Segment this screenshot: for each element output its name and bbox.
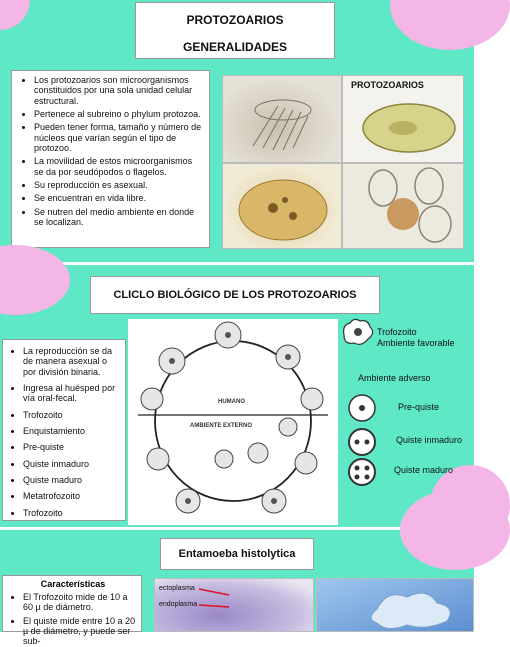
decor-blob	[0, 0, 30, 30]
stage-label-quiste-maduro: Quiste maduro	[394, 465, 454, 475]
stage-label-ambiente-favorable: Ambiente favorable	[377, 338, 455, 348]
decor-blob	[400, 490, 510, 570]
bullet-box	[2, 339, 126, 521]
bullet-item: • Se nutren del medio ambiente en donde se localizan.	[34, 207, 203, 228]
slide-entamoeba	[0, 530, 474, 647]
stage-label-pre-quiste: Pre-quiste	[398, 402, 440, 412]
slide-generalidades	[0, 0, 474, 262]
bullet-item: • La reproducción se da de manera asexual o por división binaria.	[23, 346, 121, 377]
cell-illustration	[223, 76, 341, 162]
stage-label-ambiente-adverso: Ambiente adverso	[358, 373, 431, 383]
page-subtitle: GENERALIDADES	[182, 40, 287, 54]
bullet-item: • Pre-quiste	[23, 442, 121, 452]
bullet-item: • El Trofozoito mide de 10 a 60 µ de diámetro.	[23, 592, 137, 613]
bullet-item: • Su reproducción es asexual.	[34, 180, 203, 190]
bullet-item: • Trofozoito	[23, 508, 121, 518]
amoeba-illustration	[317, 579, 473, 631]
cycle-illustration	[128, 319, 338, 525]
image-label: PROTOZOARIOS	[351, 80, 424, 90]
page-title: Entamoeba histolytica	[178, 548, 296, 560]
entamoeba-photo-2	[316, 578, 474, 632]
bullet-item: • Quiste maduro	[23, 475, 121, 485]
bullet-item: • Pertenece al subreino o phylum protozoa.	[34, 109, 203, 119]
bullet-item: • Se encuentran en vida libre.	[34, 193, 203, 203]
bullet-item: • Metatrofozoito	[23, 491, 121, 501]
bullet-item: • La movilidad de estos microorganismos se da por seudópodos o flagelos.	[34, 156, 203, 177]
bullet-box	[11, 70, 210, 248]
protozoa-photo-2	[342, 75, 464, 163]
diagram-label-humano: HUMANO	[218, 399, 245, 405]
bullet-item: • Pueden tener forma, tamaño y número de núcleos que varían según el tipo de protozoo.	[34, 122, 203, 153]
arrow-icon	[199, 581, 259, 611]
cell-illustration	[343, 164, 463, 248]
title-box	[135, 2, 335, 59]
photo-label-ectoplasma: ectoplasma	[159, 585, 195, 592]
title-box	[160, 538, 314, 570]
entamoeba-photo-1	[154, 578, 314, 632]
bullet-item: • Ingresa al huésped por vía oral-fecal.	[23, 383, 121, 404]
stage-label-quiste-inmaduro: Quiste inmaduro	[396, 435, 463, 445]
bullet-item: • Los protozoarios son microorganismos constituidos por una sola unidad celular estructural.	[34, 75, 203, 106]
protozoa-photo-4	[342, 163, 464, 249]
protozoa-photo-3	[222, 163, 342, 249]
stage-label-trofozoito: Trofozoito	[377, 327, 417, 337]
diagram-label-ambiente: AMBIENTE EXTERNO	[190, 423, 253, 429]
quiste-inmaduro-illustration	[346, 426, 378, 458]
bullet-item: • Enquistamiento	[23, 426, 121, 436]
section-heading: Características	[40, 579, 106, 589]
slide-ciclo-biologico	[0, 265, 474, 527]
bullet-item: • El quiste mide entre 10 a 20 µ de diámetro, y puede ser sub-	[23, 616, 137, 647]
page-title: PROTOZOARIOS	[186, 13, 284, 27]
trofozoito-illustration	[340, 317, 376, 347]
pre-quiste-illustration	[346, 392, 378, 424]
title-box	[90, 276, 380, 314]
bullet-item: • Trofozoito	[23, 410, 121, 420]
decor-blob	[390, 0, 510, 50]
protozoa-photo-1	[222, 75, 342, 163]
quiste-maduro-illustration	[346, 456, 378, 488]
photo-label-endoplasma: endoplasma	[159, 601, 198, 608]
bullet-item: • Quiste inmaduro	[23, 459, 121, 469]
life-cycle-diagram	[128, 319, 338, 525]
page-title: CLICLO BIOLÓGICO DE LOS PROTOZOARIOS	[113, 289, 357, 301]
cell-illustration	[223, 164, 341, 248]
bullet-box	[2, 575, 142, 647]
